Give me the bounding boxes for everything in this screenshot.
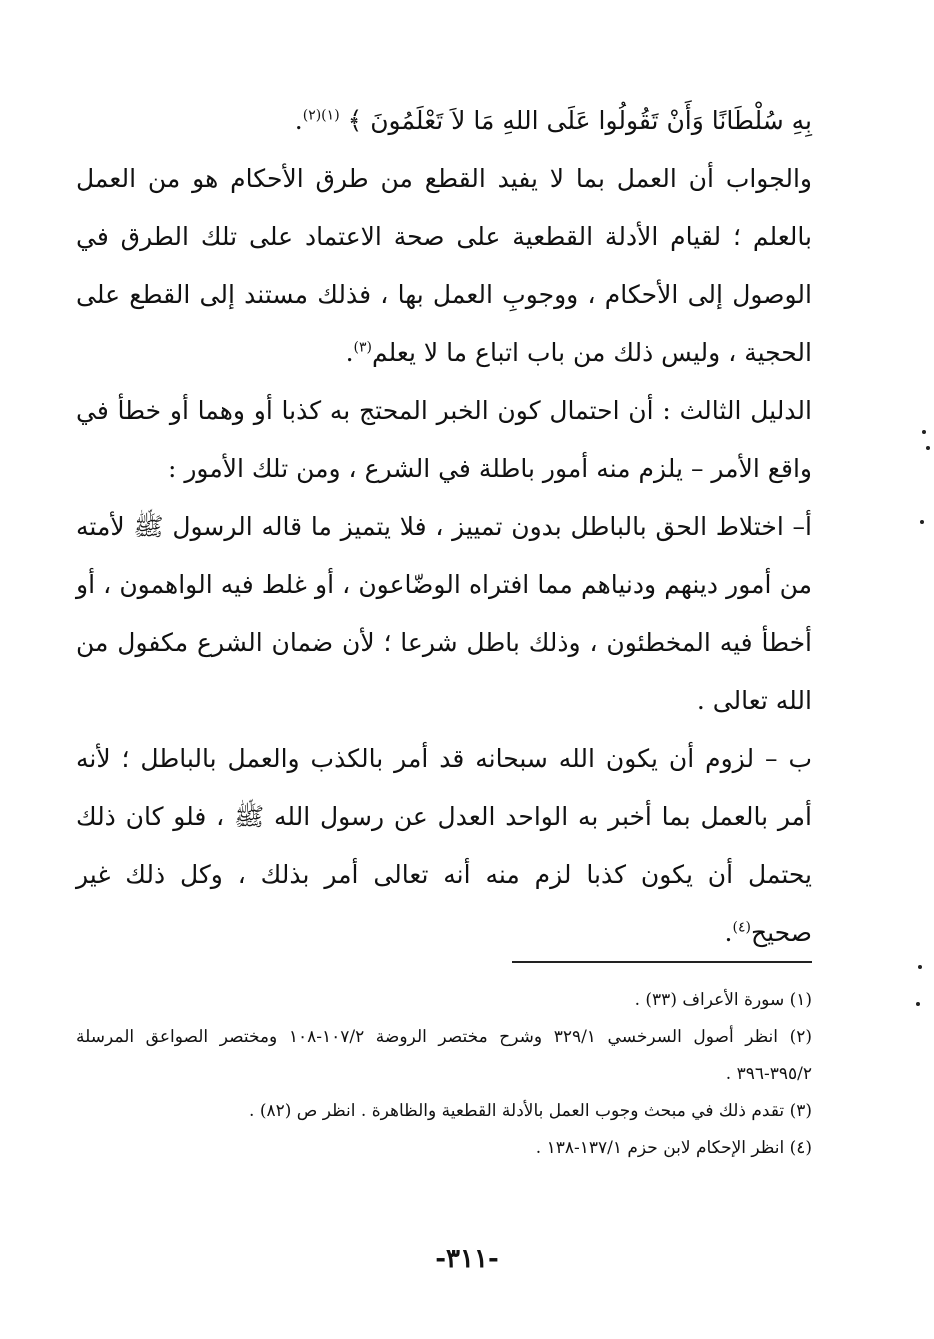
footnote-separator [512, 961, 812, 963]
footnote-ref: (٤) [732, 919, 751, 936]
paragraph-point-b [76, 730, 812, 962]
paragraph-third-evidence: الدليل الثالث : أن احتمال كون الخبر المحتج به كذبا أو وهما أو خطأ في واقع الأمر – يلزم منه أمور باطلة في الشرع ، ومن تلك الأمور : [76, 396, 812, 483]
period: . [294, 106, 303, 135]
scan-speck [922, 430, 926, 434]
footnotes [76, 982, 812, 1167]
footnote-4: (٤) انظر الإحكام لابن حزم ١٣٧/١-١٣٨ . [535, 1138, 812, 1158]
paragraph-point-a: أ– اختلاط الحق بالباطل بدون تمييز ، فلا يتميز ما قاله الرسول ﷺ لأمته من أمور دينهم ودنياهم مما افتراه الوضّاعون ، أو غلط فيه الواهمون ، أو أخطأ فيه المخطئون ، وذلك باطل شرعا ؛ لأن ضمان الشرع مكفول من الله تعالى . [76, 512, 812, 715]
paragraph-text: ب – لزوم أن يكون الله سبحانه قد أمر بالكذب والعمل بالباطل ؛ لأنه أمر بالعمل بما أخبر به الواحد العدل عن رسول الله ﷺ ، فلو كان ذلك يحتمل أن يكون كذبا لزم منه أنه تعالى أمر بذلك ، وكل ذلك غير صحيح [76, 744, 812, 947]
verse-text: بِهِ سُلْطَانًا وَأَنْ تَقُولُوا عَلَى اللهِ مَا لاَ تَعْلَمُونَ ﴾ [339, 106, 812, 135]
quran-verse-line [76, 92, 812, 150]
footnote-3: (٣) تقدم ذلك في مبحث وجوب العمل بالأدلة القطعية والظاهرة . انظر ص (٨٢) . [249, 1101, 812, 1121]
paragraph-answer [76, 150, 812, 382]
paragraph-text: والجواب أن العمل بما لا يفيد القطع من طرق الأحكام هو من العمل بالعلم ؛ لقيام الأدلة القطعية على صحة الاعتماد على تلك الطرق في الوصول إلى الأحكام ، ووجوبِ العمل بها ، فذلك مستند إلى القطع على الحجية ، وليس ذلك من باب اتباع ما لا يعلم [76, 164, 812, 367]
scan-speck [918, 965, 922, 969]
footnote-ref: (١)(٢) [302, 107, 340, 124]
period: . [724, 918, 733, 947]
page-number: -٣١١- [435, 1244, 499, 1274]
main-text [76, 92, 812, 962]
scan-speck [920, 520, 924, 524]
scan-speck [926, 446, 930, 450]
footnote-ref: (٣) [353, 339, 372, 356]
scan-speck [916, 1002, 920, 1006]
footnote-2: (٢) انظر أصول السرخسي ٣٢٩/١ وشرح مختصر الروضة ١٠٧/٢-١٠٨ ومختصر الصواعق المرسلة ٣٩٥/٢-٣٩٦ . [76, 1027, 812, 1084]
footnote-1: (١) سورة الأعراف (٣٣) . [634, 990, 812, 1010]
period: . [345, 338, 354, 367]
